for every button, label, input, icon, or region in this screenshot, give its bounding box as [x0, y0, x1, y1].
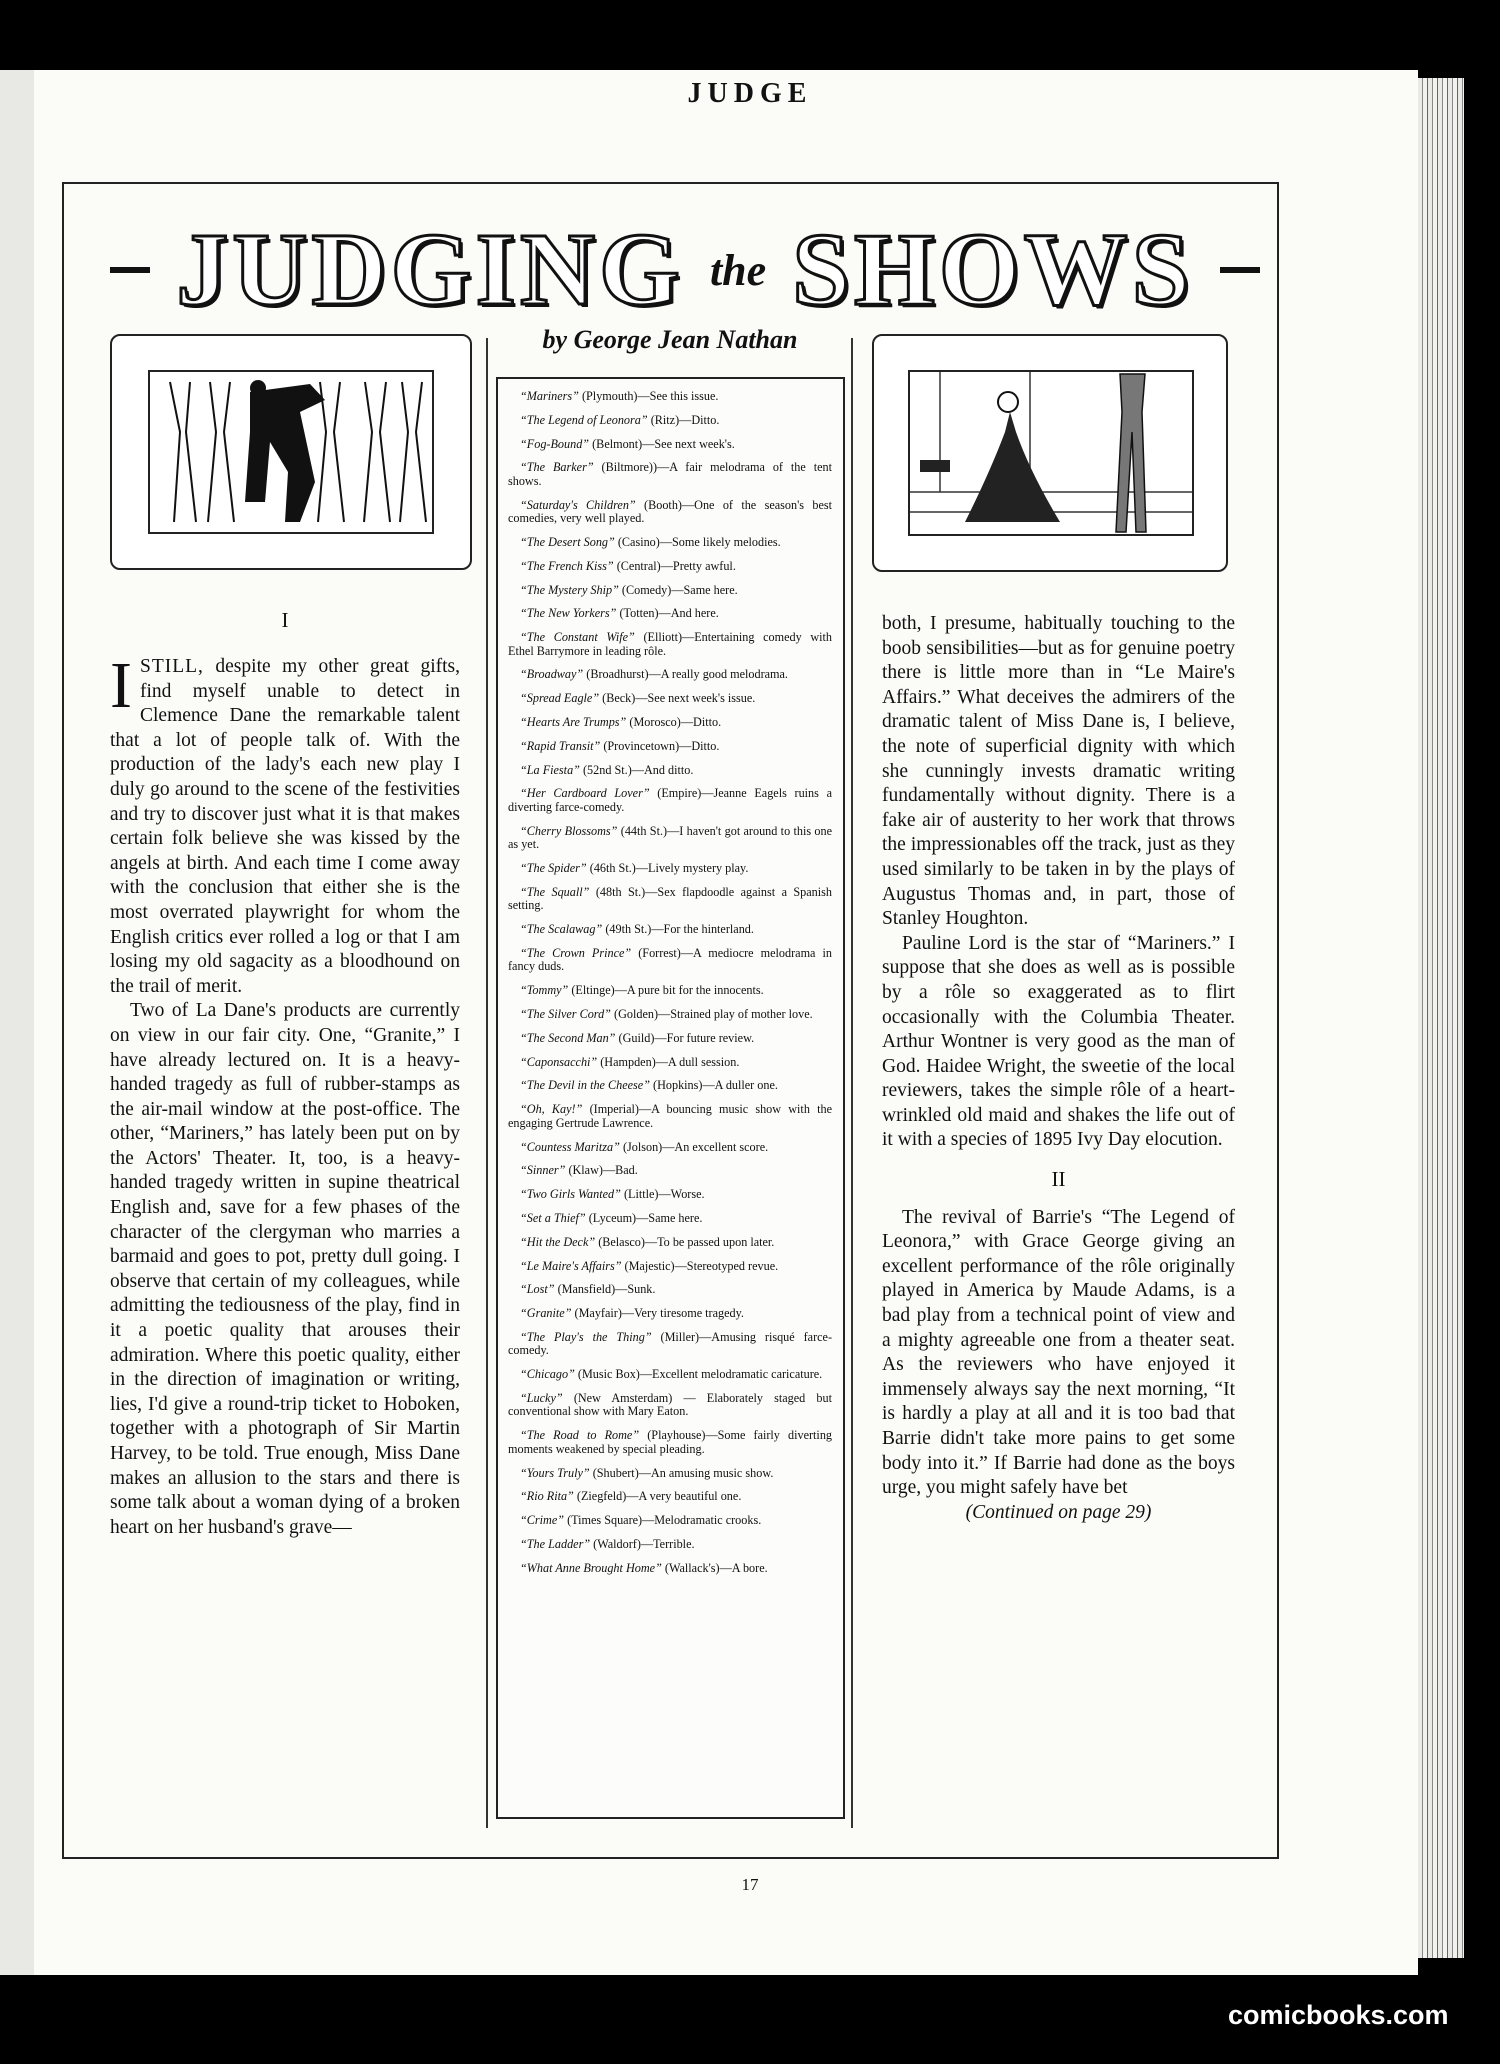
listing-title: “The New Yorkers”	[520, 606, 617, 621]
title-word-the: the	[709, 245, 767, 295]
listing-note: (Ritz)—Ditto.	[647, 412, 720, 427]
listing-item	[508, 692, 832, 706]
listing-title: “Lucky”	[520, 1390, 563, 1405]
listing-note: (Elliott)—Entertaining comedy with Ethel Barrymore in leading rôle.	[508, 630, 832, 658]
listing-title: “Chicago”	[520, 1367, 575, 1382]
listing-item	[508, 1236, 832, 1250]
drop-cap: I	[110, 649, 132, 722]
listing-title: “Fog-Bound”	[520, 436, 590, 451]
article-column-1	[110, 649, 461, 1540]
listing-item	[508, 1056, 832, 1070]
listing-title: “The Ladder”	[520, 1536, 591, 1551]
title-word-shows: SHOWS	[792, 212, 1194, 327]
listing-item	[508, 886, 832, 913]
listing-title: “The Mystery Ship”	[520, 582, 619, 597]
listing-item	[508, 740, 832, 754]
chorus-line-illustration	[148, 370, 434, 534]
listing-title: “Set a Thief”	[520, 1210, 586, 1225]
listing-item	[508, 536, 832, 550]
listing-title: “The Road to Rome”	[520, 1428, 640, 1443]
listing-note: (Wallack's)—A bore.	[661, 1560, 768, 1575]
listing-note: (Biltmore))—A fair melodrama of the tent shows.	[508, 460, 832, 488]
stage-scene-illustration	[908, 370, 1194, 536]
listing-note: (Booth)—One of the season's best comedies, very well played.	[508, 497, 832, 526]
listing-title: “The Silver Cord”	[520, 1007, 611, 1022]
listing-item	[508, 631, 832, 658]
listing-title: “The Barker”	[520, 460, 594, 475]
listing-item	[508, 1562, 832, 1576]
site-watermark: comicbooks.com	[1228, 2000, 1449, 2030]
listing-title: “The Constant Wife”	[520, 630, 635, 645]
listing-note: (Music Box)—Excellent melodramatic caricature.	[574, 1367, 823, 1382]
title-word-judging: JUDGING	[176, 212, 684, 327]
listing-title: “Hit the Deck”	[520, 1234, 596, 1249]
listing-title: “Rapid Transit”	[520, 738, 601, 753]
listing-note: (Imperial)—A bouncing music show with the engaging Gertrude Lawrence.	[508, 1102, 832, 1130]
listing-note: (Casino)—Some likely melodies.	[614, 534, 781, 549]
listing-note: (Provincetown)—Ditto.	[600, 738, 720, 753]
listing-note: (Majestic)—Stereotyped revue.	[621, 1258, 779, 1273]
listing-title: “Sinner”	[520, 1163, 566, 1178]
listing-item	[508, 1283, 832, 1297]
listing-note: (Belmont)—See next week's.	[589, 436, 735, 451]
listing-title: “The Desert Song”	[520, 534, 615, 549]
section-numeral-1: I	[281, 608, 289, 632]
byline: by George Jean Nathan	[542, 325, 798, 354]
listing-item	[508, 947, 832, 974]
listing-title: “Yours Truly”	[520, 1465, 590, 1480]
listing-note: (Mansfield)—Sunk.	[554, 1282, 656, 1297]
listing-item	[508, 787, 832, 814]
listing-note: (Belasco)—To be passed upon later.	[595, 1234, 775, 1249]
listing-item	[508, 923, 832, 937]
listing-note: (Miller)—Amusing risqué farce-comedy.	[508, 1329, 832, 1358]
listing-title: “Broadway”	[520, 667, 584, 682]
listing-note: (Broadhurst)—A really good melodrama.	[583, 667, 788, 682]
title-flourish-right	[1220, 267, 1260, 273]
listing-title: “Spread Eagle”	[520, 691, 600, 706]
listing-title: “The Squall”	[520, 884, 590, 899]
listing-note: (Empire)—Jeanne Eagels ruins a diverting farce-comedy.	[508, 786, 832, 814]
listing-item	[508, 1331, 832, 1358]
listing-title: “The Second Man”	[520, 1030, 616, 1045]
listing-title: “Saturday's Children”	[520, 497, 636, 512]
listing-title: “Oh, Kay!”	[520, 1102, 583, 1117]
listing-title: “The Crown Prince”	[520, 945, 632, 960]
listing-item	[508, 1538, 832, 1552]
opening-paragraph-text: despite my other great gifts, find myself unable to detect in Clemence Dane the remarkable talent that a lot of people talk of. With the production of the lady's each new play I duly go around to the scene of the festivities and try to discover just what it is that makes certain folk believe she was kissed by the angels at birth. And each time I come away with the conclusion that either she is the most overrated playwright for whom the English critics ever rolled a log or that I am losing my old sagacity as a bloodhound on the trail of merit.	[110, 656, 461, 997]
listing-title: “Mariners”	[520, 389, 579, 403]
listing-item	[508, 560, 832, 574]
continued-note: (Continued on page 29)	[965, 1501, 1152, 1523]
listing-note: (Klaw)—Bad.	[565, 1163, 638, 1178]
listing-note: (Hampden)—A dull session.	[597, 1054, 740, 1069]
listing-note: (Central)—Pretty awful.	[613, 558, 736, 573]
listing-title: “Countess Maritza”	[520, 1139, 620, 1154]
listing-item	[508, 1188, 832, 1202]
listing-note: (49th St.)—For the hinterland.	[602, 922, 754, 937]
listing-item	[508, 1212, 832, 1226]
listing-title: “The Play's the Thing”	[520, 1329, 652, 1344]
listing-item	[508, 438, 832, 452]
listing-item	[508, 1103, 832, 1130]
listing-item	[508, 1164, 832, 1178]
paragraph-two: Two of La Dane's products are currently on view in our fair city. One, “Granite,” I have already lectured on. It is a heavy-handed tragedy as full of rubber-stamps as the air-mail window at the post-office. The other, “Mariners,” has lately been put on by the Actors' Theater. It, too, is a heavy-handed tragedy written in supine theatrical English and, save for a few phases of the character of the clergyman who marries a barmaid and goes to pot, pretty dull going. I observe that certain of my colleagues, while admitting the tediousness of the play, find in it a poetic quality that arouses their admiration. Where this poetic quality, either in the direction of imagination or writing, lies, I'd give a round-trip ticket to Hoboken, together with a photograph of Sir Martin Harvey, to be told. True enough, Miss Dane makes an allusion to the stars and there is some talk about a woman dying of a broken heart on her husband's grave—	[110, 1000, 460, 1538]
listing-item	[508, 1368, 832, 1382]
listing-item	[508, 499, 832, 526]
listing-title: “Crime”	[520, 1513, 565, 1528]
section-numeral-2: II	[1051, 1167, 1066, 1192]
listing-note: (Eltinge)—A pure bit for the innocents.	[568, 983, 764, 998]
listing-item	[508, 607, 832, 621]
listing-note: (Times Square)—Melodramatic crooks.	[564, 1513, 762, 1528]
listing-item	[508, 1141, 832, 1155]
paragraph-pauline-lord: Pauline Lord is the star of “Mariners.” I suppose that she does as well as is possible by a rôle so exaggerated as to flirt occasionally with the Columbia Theater. Arthur Wontner is very good as the man of God. Haidee Wright, the sweetie of the local reviewers, takes the simple rôle of a heart-wrinkled old maid and shakes the life out of it with a species of 1895 Ivy Day elocution.	[882, 932, 1235, 1151]
listing-title: “Le Maire's Affairs”	[520, 1258, 622, 1273]
listing-note: (Waldorf)—Terrible.	[590, 1536, 695, 1551]
listing-title: “Granite”	[520, 1306, 572, 1321]
listing-item	[508, 716, 832, 730]
listing-title: “Rio Rita”	[520, 1489, 574, 1504]
listing-note: (Little)—Worse.	[620, 1187, 705, 1202]
listing-note: (Hopkins)—A duller one.	[649, 1078, 778, 1093]
listing-item	[508, 825, 832, 852]
listing-note: (Golden)—Strained play of mother love.	[610, 1007, 813, 1022]
listing-title: “Lost”	[520, 1282, 555, 1297]
chorus-legs-drawing	[150, 372, 432, 532]
listing-note: (Lyceum)—Same here.	[585, 1210, 703, 1225]
listing-title: “La Fiesta”	[520, 762, 580, 777]
listing-note: (Plymouth)—See this issue.	[578, 389, 719, 403]
listing-item	[508, 1032, 832, 1046]
listing-note: (Beck)—See next week's issue.	[599, 691, 756, 706]
listing-note: (Morosco)—Ditto.	[626, 715, 722, 730]
listing-note: (Comedy)—Same here.	[618, 582, 738, 597]
listing-item	[508, 1467, 832, 1481]
listing-note: (Totten)—And here.	[616, 606, 719, 621]
listing-note: (Ziegfeld)—A very beautiful one.	[573, 1489, 742, 1504]
listing-title: “The Devil in the Cheese”	[520, 1078, 650, 1093]
listing-title: “What Anne Brought Home”	[520, 1560, 662, 1575]
listing-title: “Her Cardboard Lover”	[520, 786, 650, 801]
page-number: 17	[741, 1875, 759, 1894]
title-flourish-left	[110, 267, 150, 273]
listing-title: “The Legend of Leonora”	[520, 412, 648, 427]
listing-item	[508, 1392, 832, 1419]
show-listings	[508, 390, 832, 1586]
listing-item	[508, 1307, 832, 1321]
listing-item	[508, 1429, 832, 1456]
listing-title: “The Scalawag”	[520, 922, 603, 937]
listing-note: (New Amsterdam) — Elaborately staged but conventional show with Mary Eaton.	[508, 1390, 832, 1419]
listing-note: (Shubert)—An amusing music show.	[589, 1465, 774, 1480]
opening-smallcaps: STILL,	[139, 656, 204, 677]
listing-item	[508, 1260, 832, 1274]
listing-title: “Tommy”	[520, 983, 569, 998]
listing-note: (Jolson)—An excellent score.	[619, 1139, 769, 1154]
stage-scene-drawing	[910, 372, 1192, 534]
listing-item	[508, 862, 832, 876]
listing-note: (Guild)—For future review.	[615, 1030, 755, 1045]
listing-item	[508, 461, 832, 488]
listing-item	[508, 1079, 832, 1093]
listing-note: (Playhouse)—Some fairly diverting moments weakened by special pleading.	[508, 1428, 833, 1456]
listing-title: “The Spider”	[520, 861, 587, 876]
listing-item	[508, 764, 832, 778]
paragraph-opening	[110, 649, 461, 999]
column-divider-left	[486, 338, 488, 1828]
paragraph-continued: both, I presume, habitually touching to the boob sensibilities—but as for genuine poetry there is little more than in “Le Maire's Affairs.” What deceives the admirers of the dramatic talent of Miss Dane is, I believe, the note of superficial dignity with which she cunningly invests dramatic writing fundamentally without dignity. There is a fake air of austerity to her work that throws the impressionables off the track, just as they used similarly to be taken in by the plays of Augustus Thomas and, in part, those of Stanley Houghton.	[882, 613, 1235, 930]
listing-title: “The French Kiss”	[520, 558, 614, 573]
listing-item	[508, 1490, 832, 1504]
listing-note: (46th St.)—Lively mystery play.	[586, 861, 749, 876]
listing-note: (52nd St.)—And ditto.	[579, 762, 694, 777]
article-column-3	[882, 612, 1235, 1525]
article-title	[105, 212, 1265, 327]
listing-title: “Two Girls Wanted”	[520, 1187, 621, 1202]
listing-note: (Forrest)—A mediocre melodrama in fancy duds.	[508, 945, 832, 974]
page-edges	[1418, 78, 1464, 1958]
listing-title: “Cherry Blossoms”	[520, 823, 618, 838]
column-divider-right	[851, 338, 853, 1828]
listing-title: “Hearts Are Trumps”	[520, 715, 627, 730]
magazine-masthead: JUDGE	[687, 78, 813, 109]
paragraph-barrie-revival: The revival of Barrie's “The Legend of Leonora,” with Grace George giving an excellent performance of the rôle originally played in America by Maude Adams, is a bad play from a technical point of view and a mighty agreeable one from a theater seat. As the reviewers who have enjoyed it immensely always say the next morning, “It is hardly a play at all and it is too bad that Barrie didn't take more pains to get some body into it.” If Barrie had done as the boys urge, you might safely have bet	[882, 1206, 1235, 1499]
listing-note: (48th St.)—Sex flapdoodle against a Spanish setting.	[508, 884, 832, 913]
listing-title: “Caponsacchi”	[520, 1054, 598, 1069]
listing-item	[508, 390, 832, 404]
listing-item	[508, 1514, 832, 1528]
listing-item	[508, 1008, 832, 1022]
listing-item	[508, 584, 832, 598]
listing-item	[508, 414, 832, 428]
listing-note: (44th St.)—I haven't got around to this one as yet.	[508, 823, 832, 852]
listing-item	[508, 984, 832, 998]
listing-item	[508, 668, 832, 682]
listing-note: (Mayfair)—Very tiresome tragedy.	[571, 1306, 744, 1321]
